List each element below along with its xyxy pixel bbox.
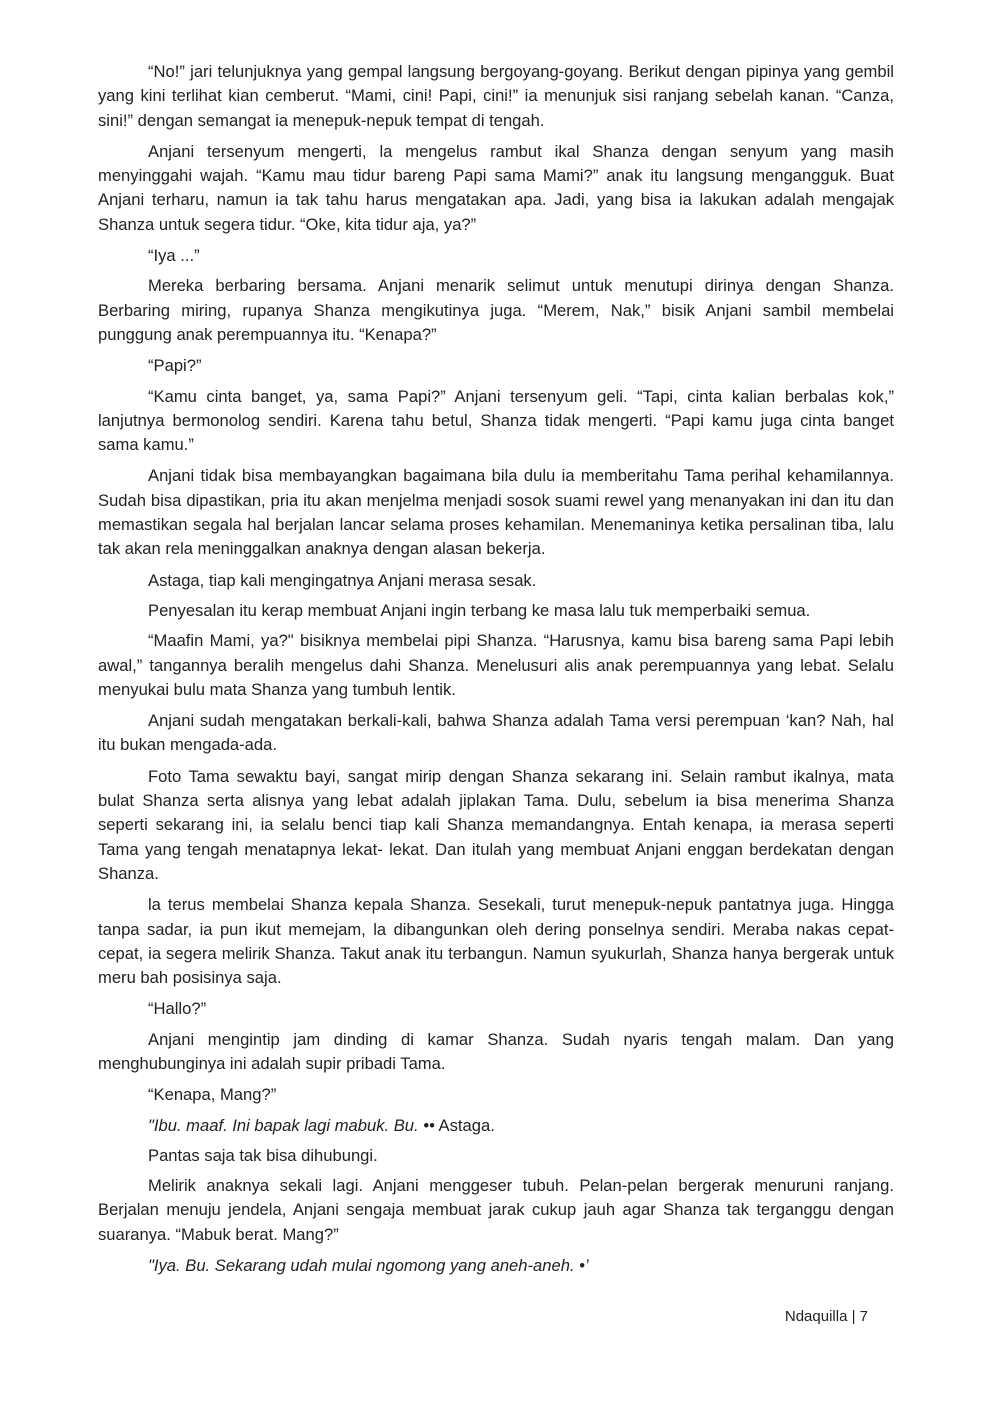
paragraph: “Kenapa, Mang?” (148, 1085, 277, 1105)
page-footer (785, 1308, 868, 1325)
paragraph: “Maafin Mami, ya?" bisiknya membelai pipi Shanza. “Harusnya, kamu bisa bareng sama Papi lebih awal,” tangannya beralih mengelus dahi Shanza. Menelusuri alis anak perempuannya yang lebat. Selalu menyukai bulu mata Shanza yang tumbuh lentik. (98, 631, 894, 699)
paragraph: Penyesalan itu kerap membuat Anjani ingin terbang ke masa lalu tuk memperbaiki semua. (148, 600, 811, 620)
paragraph: la terus membelai Shanza kepala Shanza. Sesekali, turut menepuk-nepuk pantatnya juga. Hingga tanpa sadar, ia pun ikut memejam, la dibangunkan oleh dering ponselnya sendiri. Meraba nakas cepat-cepat, ia segera melirik Shanza. Takut anak itu terbangun. Namun syukurlah, Shanza hanya bergerak untuk meru bah posisinya saja. (98, 895, 894, 988)
paragraph: Astaga, tiap kali mengingatnya Anjani merasa sesak. (148, 570, 537, 590)
paragraph: “No!” jari telunjuknya yang gempal langsung bergoyang-goyang. Berikut dengan pipinya yang gembil yang kini terlihat kian cemberut. “Mami, cini! Papi, cini!” ia menunjuk sisi ranjang sebelah kanan. “Canza, sini!” dengan semangat ia menepuk-nepuk tempat di tengah. (98, 62, 894, 130)
paragraph: “Iya ...” (148, 246, 200, 266)
phone-dialogue-line: "Iya. Bu. Sekarang udah mulai ngomong yang aneh-aneh. •’ (148, 1256, 589, 1276)
paragraph: “Kamu cinta banget, ya, sama Papi?” Anjani tersenyum geli. “Tapi, cinta kalian berbalas kok,” lanjutnya bermonolog sendiri. Karena tahu betul, Shanza tidak mengerti. “Papi kamu juga cinta banget sama kamu.” (98, 386, 894, 455)
dialogue-reaction: Astaga. (434, 1115, 495, 1135)
paragraph: Melirik anaknya sekali lagi. Anjani menggeser tubuh. Pelan-pelan bergerak menuruni ranjang. Berjalan menuju jendela, Anjani sengaja membuat jarak cukup jauh agar Shanza tak terganggu dengan suaranya. “Mabuk berat. Mang?” (98, 1176, 894, 1244)
paragraph: Anjani tidak bisa membayangkan bagaimana bila dulu ia memberitahu Tama perihal kehamilannya. Sudah bisa dipastikan, pria itu akan menjelma menjadi sosok suami rewel yang menanyakan ini dan itu dan memastikan segala hal berjalan lancar selama proses kehamilan. Menemaninya ketika persalinan tiba, lalu tak akan rela meninggalkan anaknya dengan alasan bekerja. (98, 466, 894, 559)
page-number: 7 (859, 1308, 868, 1325)
paragraph: Anjani sudah mengatakan berkali-kali, bahwa Shanza adalah Tama versi perempuan ‘kan? Nah, hal itu bukan mengada-ada. (98, 711, 894, 755)
phone-dialogue-line (98, 1114, 894, 1138)
paragraph: Foto Tama sewaktu bayi, sangat mirip dengan Shanza sekarang ini. Selain rambut ikalnya, mata bulat Shanza serta alisnya yang lebat adalah jiplakan Tama. Dulu, sebelum ia bisa menerima Shanza seperti sekarang ini, ia selalu benci tiap kali Shanza memandangnya. Entah kenapa, ia merasa seperti Tama yang tengah menatapnya lekat- lekat. Dan itulah yang membuat Anjani enggan berdekatan dengan Shanza. (98, 766, 894, 883)
paragraph: Pantas saja tak bisa dihubungi. (148, 1145, 378, 1165)
paragraph: Mereka berbaring bersama. Anjani menarik selimut untuk menutupi dirinya dengan Shanza. Berbaring miring, rupanya Shanza mengikutinya juga. “Merem, Nak,” bisik Anjani sambil membelai punggung anak perempuannya itu. “Kenapa?” (98, 276, 894, 344)
footer-separator: | (847, 1308, 860, 1325)
paragraph: “Hallo?” (148, 999, 207, 1019)
page-body (98, 60, 894, 1285)
footer-author: Ndaquilla (784, 1308, 848, 1325)
paragraph: Anjani tersenyum mengerti, la mengelus rambut ikal Shanza dengan senyum yang masih menyinggahi wajah. “Kamu mau tidur bareng Papi sama Mami?” anak itu langsung mengangguk. Buat Anjani terharu, namun ia tak tahu harus mengatakan apa. Jadi, yang bisa ia lakukan adalah mengajak Shanza untuk segera tidur. “Oke, kita tidur aja, ya?” (98, 141, 894, 234)
paragraph: Anjani mengintip jam dinding di kamar Shanza. Sudah nyaris tengah malam. Dan yang menghubunginya ini adalah supir pribadi Tama. (98, 1029, 894, 1073)
italic-dialogue: "Ibu. maaf. Ini bapak lagi mabuk. Bu. •• (148, 1115, 435, 1135)
paragraph: “Papi?” (148, 356, 202, 376)
